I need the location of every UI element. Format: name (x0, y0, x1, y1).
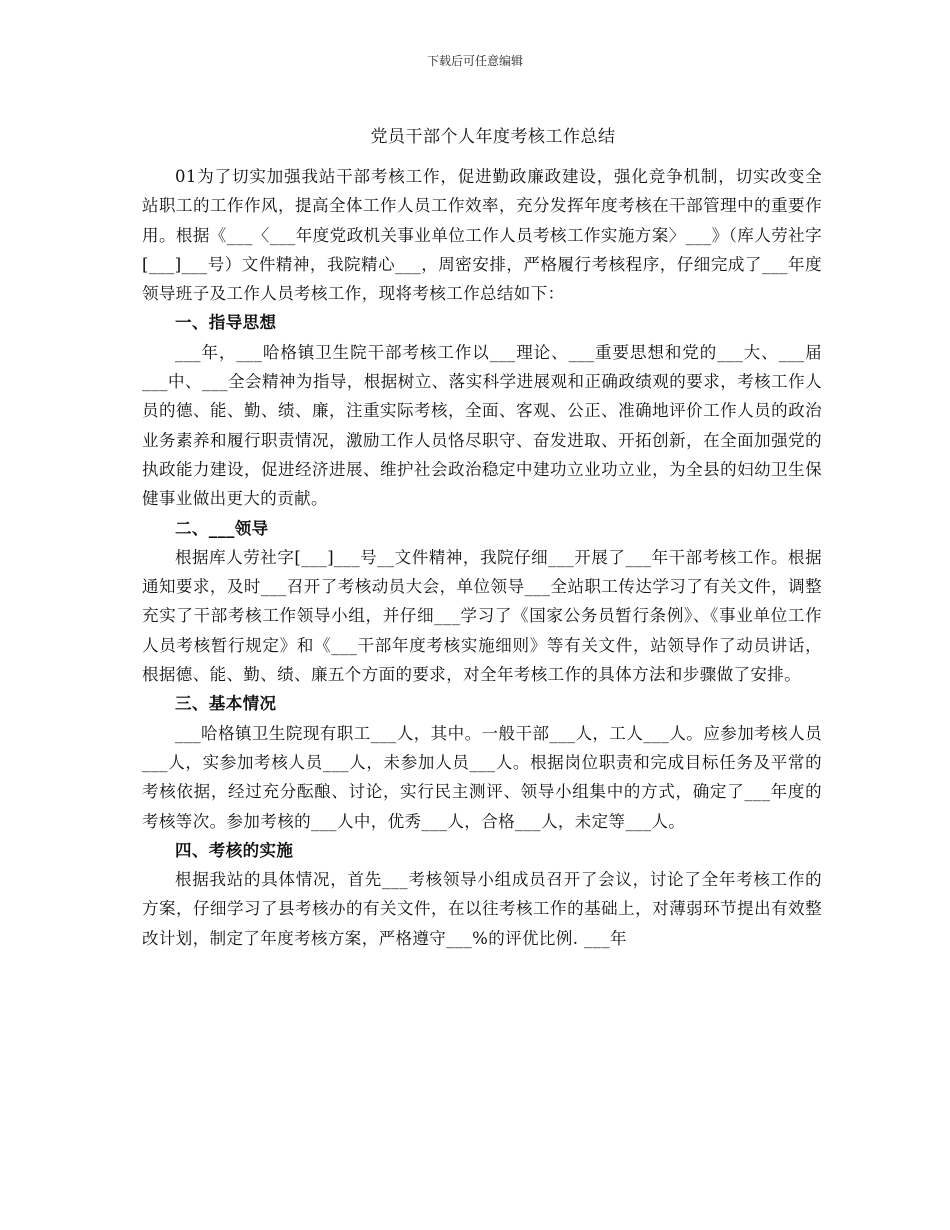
section-paragraph: 根据库人劳社字[___]___号__文件精神，我院仔细___开展了___年干部考核工作。根据通知要求，及时___召开了考核动员大会，单位领导___全站职工传达学习了有关文件，调整充实了干部考核工作领导小组，并仔细___学习了《国家公务员暂行条例》、《事业单位工作人员考核暂行规定》和《___干部年度考核实施细则》等有关文件，站领导作了动员讲话，根据德、能、勤、绩、廉五个方面的要求，对全年考核工作的具体方法和步骤做了安排。 (142, 547, 822, 685)
document-body (142, 162, 822, 953)
section-paragraph: 根据我站的具体情况，首先___考核领导小组成员召开了会议，讨论了全年考核工作的方案，仔细学习了县考核办的有关文件，在以往考核工作的基础上，对薄弱环节提出有效整改计划，制定了年度考核方案，严格遵守___%的评优比例. ___年 (142, 870, 822, 948)
section-paragraph: ___哈格镇卫生院现有职工___人，其中。一般干部___人，工人___人。应参加考核人员___人，实参加考核人员___人，未参加人员___人。根据岗位职责和完成目标任务及平常的考核依据，经过充分酝酿、讨论，实行民主测评、领导小组集中的方式，确定了___年度的考核等次。参加考核的___人中，优秀___人，合格___人，未定等___人。 (142, 723, 822, 831)
section-heading: 四、考核的实施 (175, 840, 294, 860)
section-heading: 二、___领导 (175, 518, 269, 538)
section-heading: 一、指导思想 (175, 313, 277, 333)
intro-paragraph: 01为了切实加强我站干部考核工作，促进勤政廉政建设，强化竞争机制，切实改变全站职工的工作作风，提高全体工作人员工作效率，充分发挥年度考核在干部管理中的重要作用。根据《___〈___年度党政机关事业单位工作人员考核工作实施方案〉___》（库人劳社字[___]___号）文件精神，我院精心___，周密安排，严格履行考核程序，仔细完成了___年度领导班子及工作人员考核工作，现将考核工作总结如下： (142, 167, 822, 304)
section-heading: 三、基本情况 (175, 694, 277, 714)
section-paragraph: ___年，___哈格镇卫生院干部考核工作以___理论、___重要思想和党的___大、___届___中、___全会精神为指导，根据树立、落实科学进展观和正确政绩观的要求，考核工作人员的德、能、勤、绩、廉，注重实际考核，全面、客观、公正、准确地评价工作人员的政治业务素养和履行职责情况，激励工作人员恪尽职守、奋发进取、开拓创新，在全面加强党的执政能力建设，促进经济进展、维护社会政治稳定中建功立业功立业，为全县的妇幼卫生保健事业做出更大的贡献。 (142, 342, 822, 509)
document-title: 党员干部个人年度考核工作总结 (370, 127, 616, 147)
header-note: 下载后可任意编辑 (426, 54, 523, 68)
